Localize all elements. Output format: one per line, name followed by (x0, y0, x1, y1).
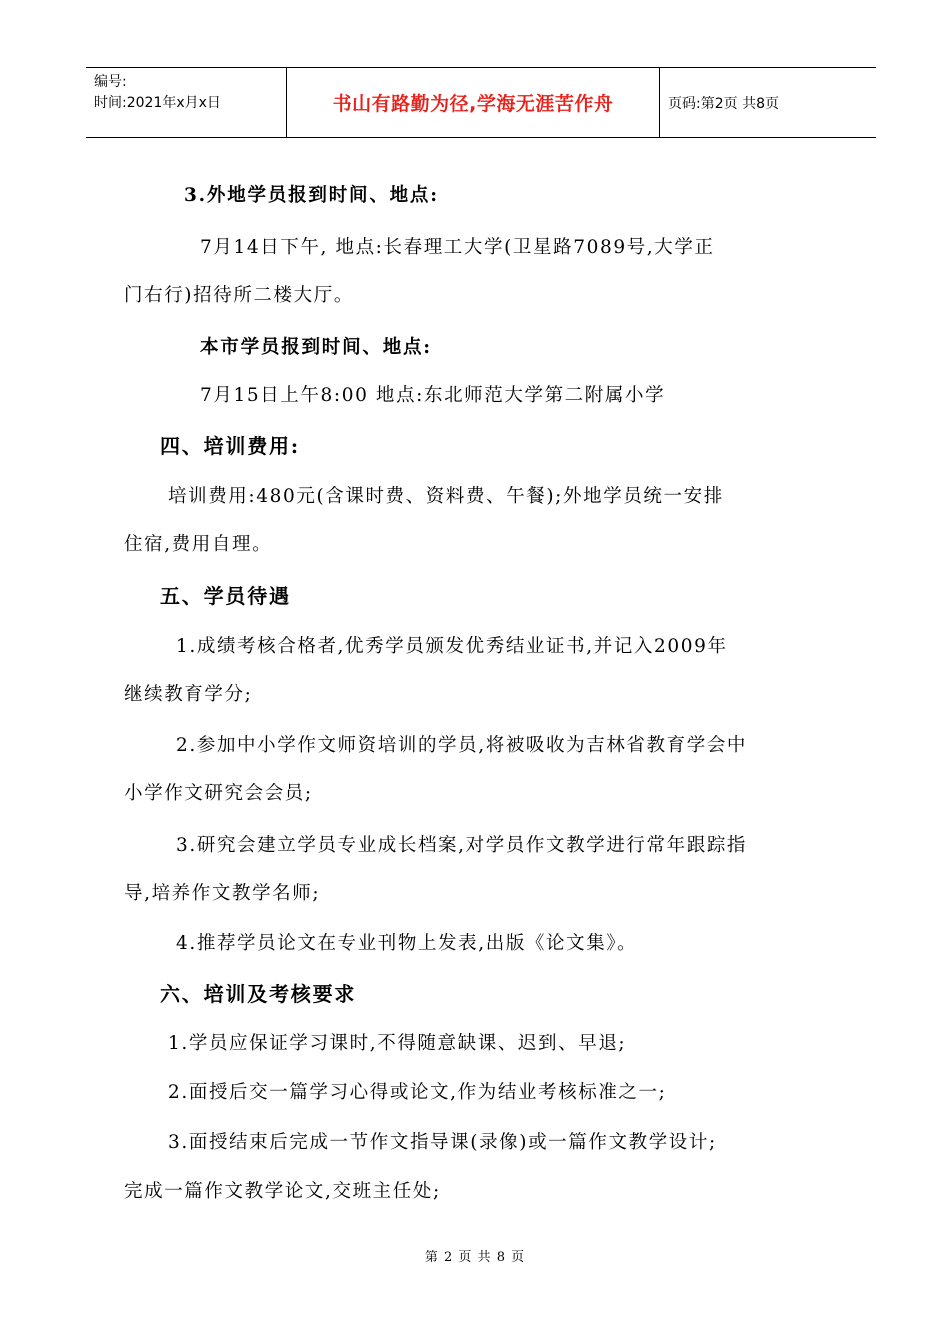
header-motto: 书山有路勤为径,学海无涯苦作舟 (286, 68, 660, 137)
header-page-info: 页码:第2页 共8页 (668, 95, 779, 112)
list-item: 1.学员应保证学习课时,不得随意缺课、迟到、早退; (168, 1033, 627, 1054)
list-item: 3.研究会建立学员专业成长档案,对学员作文教学进行常年跟踪指 (176, 835, 748, 856)
page-header (86, 67, 876, 138)
document-time-label: 时间:2021年x月x日 (94, 95, 221, 111)
list-item: 2.参加中小学作文师资培训的学员,将被吸收为吉林省教育学会中 (176, 735, 748, 756)
section-3-title: 3.外地学员报到时间、地点: (184, 185, 439, 206)
paragraph-line: 门右行)招待所二楼大厅。 (124, 285, 354, 306)
document-number-label: 编号: (94, 74, 127, 90)
paragraph-line: 住宿,费用自理。 (124, 534, 273, 555)
section-6-title: 六、培训及考核要求 (160, 982, 357, 1006)
list-item-continuation: 小学作文研究会会员; (124, 783, 313, 804)
list-item-continuation: 导,培养作文教学名师; (124, 883, 321, 904)
list-item-continuation: 继续教育学分; (124, 684, 253, 705)
paragraph-line: 7月15日上午8:00 地点:东北师范大学第二附属小学 (200, 385, 666, 406)
page-footer-number: 第 2 页 共 8 页 (424, 1250, 526, 1265)
list-item: 4.推荐学员论文在专业刊物上发表,出版《论文集》。 (176, 933, 638, 954)
paragraph-line: 7月14日下午, 地点:长春理工大学(卫星路7089号,大学正 (200, 237, 715, 258)
list-item: 2.面授后交一篇学习心得或论文,作为结业考核标准之一; (168, 1082, 667, 1103)
section-5-title: 五、学员待遇 (160, 584, 291, 608)
local-registration-title: 本市学员报到时间、地点: (200, 337, 432, 358)
list-item: 1.成绩考核合格者,优秀学员颁发优秀结业证书,并记入2009年 (176, 636, 728, 657)
section-4-title: 四、培训费用: (160, 434, 300, 458)
paragraph-line: 培训费用:480元(含课时费、资料费、午餐);外地学员统一安排 (168, 486, 724, 507)
list-item-continuation: 完成一篇作文教学论文,交班主任处; (124, 1181, 441, 1202)
list-item: 3.面授结束后完成一节作文指导课(录像)或一篇作文教学设计; (168, 1132, 717, 1153)
header-meta (86, 68, 286, 137)
